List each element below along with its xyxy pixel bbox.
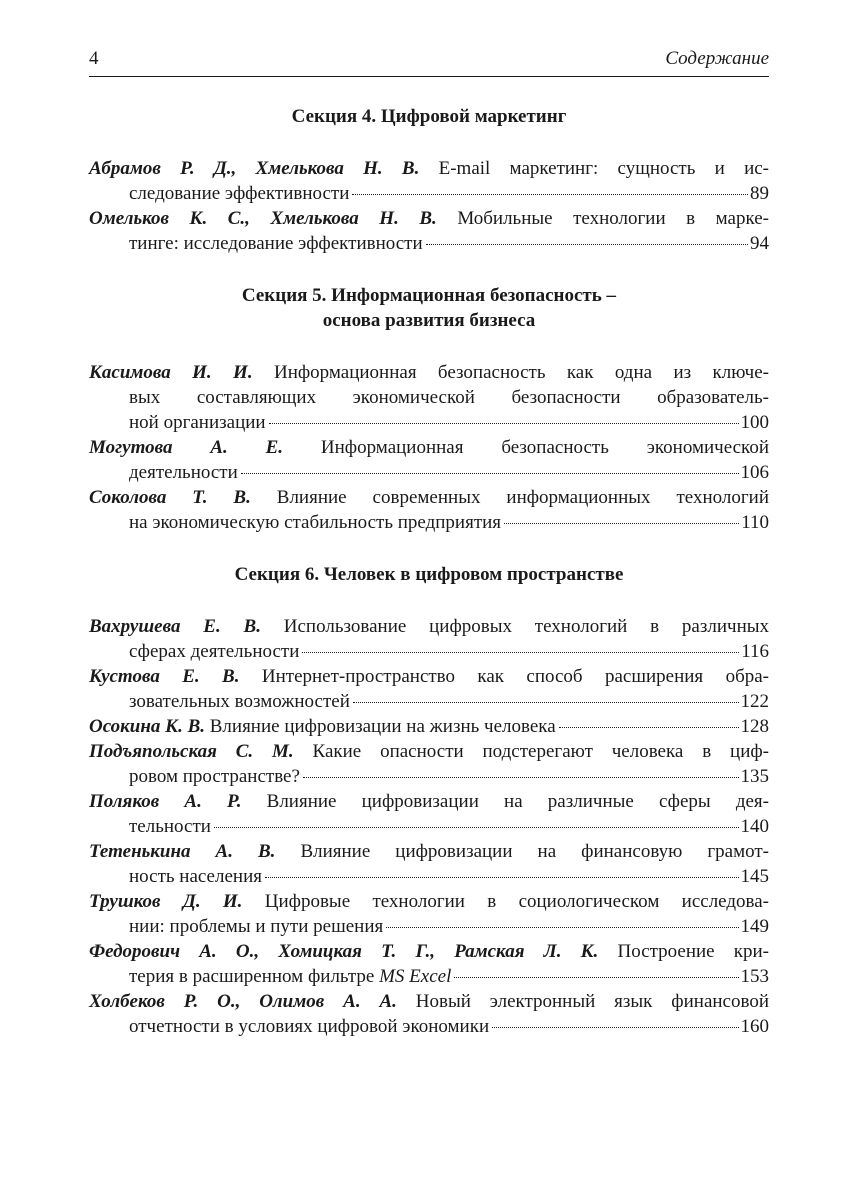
entry-line [89, 181, 769, 206]
entry-line [89, 485, 769, 510]
toc-entry [89, 889, 769, 939]
toc-entry [89, 714, 769, 739]
entry-title-italic: MS Excel [379, 966, 452, 987]
entry-title-text: тинге: исследование эффективности [129, 233, 423, 254]
entry-title: Влияние цифровизации на финансовую грамот- [300, 841, 769, 862]
dot-leader [265, 877, 739, 878]
entry-title-text: ной организации [129, 412, 266, 433]
entry-page: 145 [740, 866, 769, 887]
entry-line [89, 864, 769, 889]
entry-authors: Поляков А. Р. [89, 791, 242, 812]
toc-entry [89, 156, 769, 206]
entry-line [89, 435, 769, 460]
entry-title: Новый электронный язык финансовой [415, 991, 769, 1012]
entry-title-text: терия в расширенном фильтре [129, 966, 375, 987]
toc-entry [89, 435, 769, 485]
entry-line [89, 639, 769, 664]
dot-leader [303, 777, 739, 778]
page-number: 4 [89, 48, 99, 69]
section-title [89, 104, 769, 129]
entry-line [89, 689, 769, 714]
entry-title-text: отчетности в условиях цифровой экономики [129, 1016, 490, 1037]
dot-leader [352, 194, 748, 195]
dot-leader [214, 827, 739, 828]
entry-title: Какие опасности подстерегают человека в циф- [312, 741, 770, 762]
entry-page: 94 [750, 233, 769, 254]
section-title-line: Секция 5. Информационная безопасность – [241, 285, 617, 306]
entry-line [89, 614, 769, 639]
dot-leader [386, 927, 738, 928]
entry-authors: Соколова Т. В. [89, 487, 251, 508]
entry-line [89, 206, 769, 231]
entry-line [89, 360, 769, 385]
section-title-line: Секция 4. Цифровой маркетинг [291, 106, 567, 127]
entry-title [129, 231, 423, 256]
entry-authors: Холбеков Р. О., Олимов А. А. [89, 991, 397, 1012]
entry-page: 135 [740, 766, 769, 787]
entry-title [129, 510, 501, 535]
entry-authors: Кустова Е. В. [89, 666, 240, 687]
entry-line [89, 410, 769, 435]
entry-title-text: ровом пространстве? [129, 766, 300, 787]
entry-title [129, 1014, 489, 1039]
entry-title [129, 689, 350, 714]
entry-title: Влияние цифровизации на жизнь человека [209, 716, 556, 737]
entry-line [89, 789, 769, 814]
entry-line [89, 839, 769, 864]
entry-page: 128 [740, 716, 769, 737]
entry-line [89, 764, 769, 789]
entry-title: E-mail маркетинг: сущность и ис- [438, 158, 769, 179]
entry-line [89, 510, 769, 535]
entry-authors: Федорович А. О., Хомицкая Т. Г., Рамская Л. К. [89, 941, 599, 962]
entry-line [89, 989, 769, 1014]
entry-page: 89 [750, 183, 769, 204]
entry-title-text: деятельности [129, 462, 238, 483]
dot-leader [269, 423, 739, 424]
entry-line [89, 460, 769, 485]
entry-page: 100 [740, 412, 769, 433]
entry-page: 153 [740, 966, 769, 987]
entry-title [129, 181, 349, 206]
entry-authors: Касимова И. И. [89, 362, 253, 383]
dot-leader [353, 702, 739, 703]
entry-page: 149 [740, 916, 769, 937]
entry-line [89, 714, 769, 739]
dot-leader [492, 1027, 738, 1028]
entry-title-text: зовательных возможностей [129, 691, 350, 712]
table-of-contents [89, 104, 769, 1039]
dot-leader [504, 523, 739, 524]
entry-title-text: ность населения [129, 866, 262, 887]
entry-title [129, 460, 238, 485]
dot-leader [426, 244, 748, 245]
entry-authors: Вахрушева Е. В. [89, 616, 261, 637]
entry-line [89, 939, 769, 964]
entry-line [89, 739, 769, 764]
entry-title [129, 914, 383, 939]
entry-authors: Тетенькина А. В. [89, 841, 276, 862]
entry-title: Информационная безопасность экономической [320, 437, 769, 458]
dot-leader [241, 473, 739, 474]
dot-leader [302, 652, 739, 653]
entry-title [129, 410, 266, 435]
running-head [89, 48, 769, 77]
entry-authors: Омельков К. С., Хмелькова Н. В. [89, 208, 437, 229]
entry-page: 116 [741, 641, 769, 662]
entry-line [89, 231, 769, 256]
section-title-line: Секция 6. Человек в цифровом пространстве [234, 564, 624, 585]
entry-title [129, 964, 451, 989]
entry-title: Цифровые технологии в социологическом исследова- [264, 891, 770, 912]
entry-authors: Осокина К. В. [89, 716, 205, 737]
entry-title: Влияние цифровизации на различные сферы дея- [266, 791, 770, 812]
entry-line [89, 1014, 769, 1039]
dot-leader [559, 727, 739, 728]
toc-entry [89, 989, 769, 1039]
entry-title [129, 864, 262, 889]
entry-authors: Могутова А. Е. [89, 437, 284, 458]
entry-title [129, 639, 299, 664]
entry-title [129, 764, 300, 789]
entry-line: вых составляющих экономической безопасности образователь- [129, 387, 769, 408]
toc-entry [89, 614, 769, 664]
entry-page: 106 [740, 462, 769, 483]
running-title: Содержание [665, 48, 769, 69]
entry-title: Мобильные технологии в марке- [457, 208, 769, 229]
entry-title: Интернет-пространство как способ расширения обра- [261, 666, 770, 687]
entry-title-text: на экономическую стабильность предприятия [129, 512, 502, 533]
entry-line [89, 914, 769, 939]
toc-entry [89, 206, 769, 256]
toc-entry [89, 789, 769, 839]
entry-authors: Подъяпольская С. М. [89, 741, 294, 762]
section-title [89, 562, 769, 587]
entry-title: Информационная безопасность как одна из ключе- [273, 362, 769, 383]
entry-authors: Трушков Д. И. [89, 891, 243, 912]
toc-entry [89, 739, 769, 789]
dot-leader [454, 977, 738, 978]
toc-page [89, 48, 769, 1039]
entry-title-text: тельности [129, 816, 211, 837]
entry-authors: Абрамов Р. Д., Хмелькова Н. В. [89, 158, 420, 179]
toc-entry [89, 839, 769, 889]
entry-page: 122 [740, 691, 769, 712]
toc-entry [89, 485, 769, 535]
section-title-line: основа развития бизнеса [322, 310, 536, 331]
entry-title: Использование цифровых технологий в различных [283, 616, 769, 637]
entry-line [89, 814, 769, 839]
entry-line [89, 664, 769, 689]
toc-entry [89, 939, 769, 989]
entry-page: 140 [740, 816, 769, 837]
toc-entry [89, 664, 769, 714]
entry-line [89, 889, 769, 914]
entry-page: 110 [741, 512, 769, 533]
entry-title-text: нии: проблемы и пути решения [129, 916, 384, 937]
entry-line [89, 964, 769, 989]
section-title [89, 283, 769, 333]
entry-title: Влияние современных информационных технологий [276, 487, 769, 508]
toc-entry [89, 360, 769, 435]
entry-title: Построение кри- [617, 941, 770, 962]
entry-title-text: сферах деятельности [129, 641, 300, 662]
entry-title [129, 814, 211, 839]
entry-page: 160 [740, 1016, 769, 1037]
entry-title-text: следование эффективности [129, 183, 350, 204]
entry-line [89, 156, 769, 181]
